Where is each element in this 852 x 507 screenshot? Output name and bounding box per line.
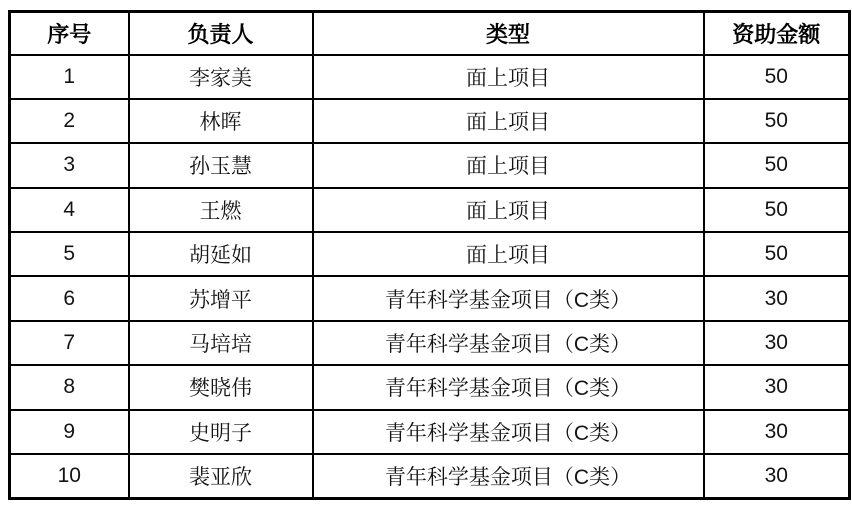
cell-no: 7 xyxy=(10,321,129,365)
cell-no: 8 xyxy=(10,365,129,409)
cell-name: 胡延如 xyxy=(129,232,313,276)
cell-amount: 30 xyxy=(704,410,850,454)
table-row xyxy=(10,365,850,409)
cell-type: 青年科学基金项目（C类） xyxy=(313,276,704,320)
cell-no: 6 xyxy=(10,276,129,320)
cell-amount: 50 xyxy=(704,232,850,276)
cell-name: 马培培 xyxy=(129,321,313,365)
cell-no: 9 xyxy=(10,410,129,454)
table-row xyxy=(10,55,850,99)
cell-name: 李家美 xyxy=(129,55,313,99)
cell-no: 1 xyxy=(10,55,129,99)
cell-type: 面上项目 xyxy=(313,232,704,276)
cell-type: 面上项目 xyxy=(313,99,704,143)
cell-amount: 50 xyxy=(704,143,850,187)
cell-type: 青年科学基金项目（C类） xyxy=(313,454,704,498)
cell-type: 青年科学基金项目（C类） xyxy=(313,321,704,365)
cell-amount: 30 xyxy=(704,365,850,409)
cell-name: 史明子 xyxy=(129,410,313,454)
cell-amount: 50 xyxy=(704,55,850,99)
cell-no: 10 xyxy=(10,454,129,498)
header-type: 类型 xyxy=(313,12,704,55)
cell-amount: 50 xyxy=(704,99,850,143)
header-row xyxy=(10,12,850,55)
cell-amount: 30 xyxy=(704,321,850,365)
cell-name: 裴亚欣 xyxy=(129,454,313,498)
cell-name: 孙玉慧 xyxy=(129,143,313,187)
cell-type: 青年科学基金项目（C类） xyxy=(313,410,704,454)
cell-name: 樊晓伟 xyxy=(129,365,313,409)
table-row xyxy=(10,276,850,320)
cell-amount: 30 xyxy=(704,454,850,498)
cell-type: 面上项目 xyxy=(313,55,704,99)
table-row xyxy=(10,232,850,276)
funding-table xyxy=(8,10,851,500)
cell-type: 面上项目 xyxy=(313,143,704,187)
cell-no: 4 xyxy=(10,188,129,232)
header-amount: 资助金额 xyxy=(704,12,850,55)
cell-type: 面上项目 xyxy=(313,188,704,232)
table-row xyxy=(10,99,850,143)
cell-no: 3 xyxy=(10,143,129,187)
cell-name: 林晖 xyxy=(129,99,313,143)
cell-amount: 30 xyxy=(704,276,850,320)
cell-type: 青年科学基金项目（C类） xyxy=(313,365,704,409)
table-row xyxy=(10,410,850,454)
table-row xyxy=(10,454,850,498)
cell-amount: 50 xyxy=(704,188,850,232)
table-row xyxy=(10,321,850,365)
table-row xyxy=(10,143,850,187)
cell-name: 苏增平 xyxy=(129,276,313,320)
cell-name: 王燃 xyxy=(129,188,313,232)
header-name: 负责人 xyxy=(129,12,313,55)
table-row xyxy=(10,188,850,232)
header-no: 序号 xyxy=(10,12,129,55)
cell-no: 2 xyxy=(10,99,129,143)
cell-no: 5 xyxy=(10,232,129,276)
